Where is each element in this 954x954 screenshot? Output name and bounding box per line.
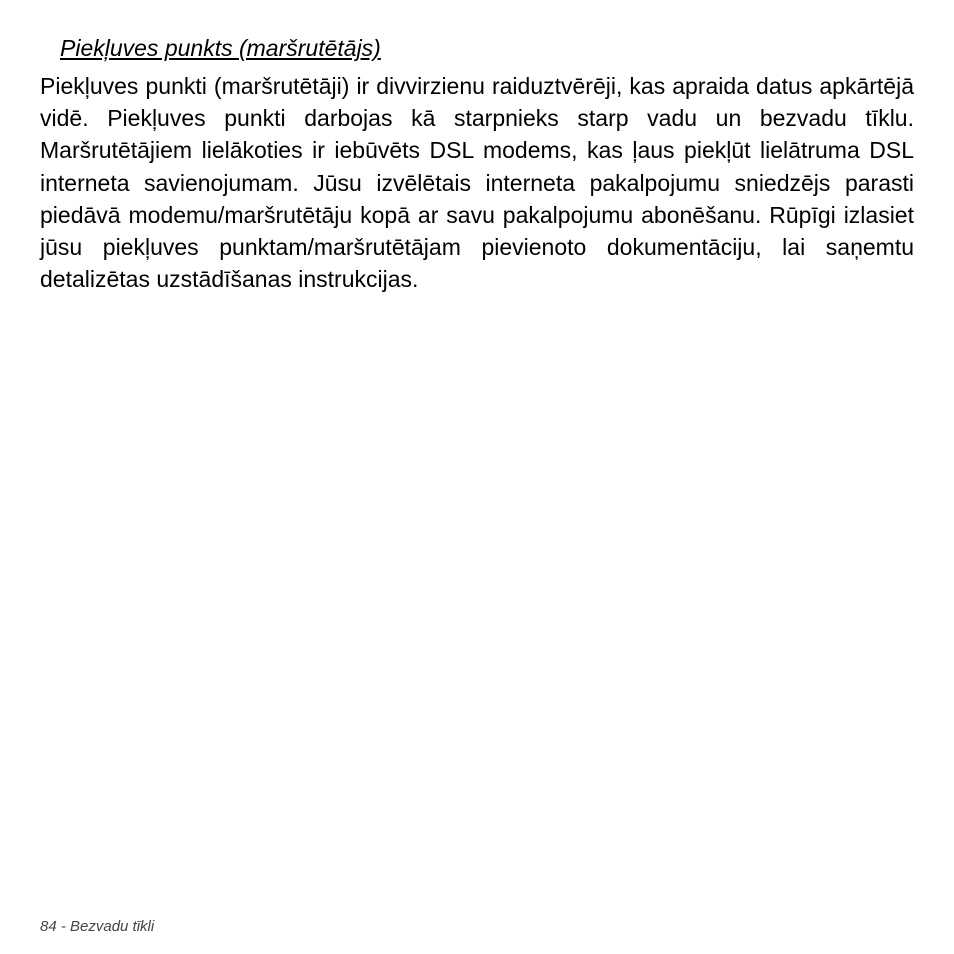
page-footer: 84 - Bezvadu tīkli (40, 918, 155, 935)
section-heading: Piekļuves punkts (maršrutētājs) (60, 35, 381, 61)
body-paragraph: Piekļuves punkti (maršrutētāji) ir divvirzienu raiduztvērēji, kas apraida datus apkārtējā vidē. Piekļuves punkti darbojas kā starpnieks starp vadu un bezvadu tīklu. Maršrutētājiem lielākoties ir iebūvēts DSL modems, kas ļaus piekļūt lielātruma DSL interneta savienojumam. Jūsu izvēlētais interneta pakalpojumu sniedzējs parasti piedāvā modemu/maršrutētāju kopā ar savu pakalpojumu abonēšanu. Rūpīgi izlasiet jūsu piekļuves punktam/maršrutētājam pievienoto dokumentāciju, lai saņemtu detalizētas uzstādīšanas instrukcijas. (40, 73, 914, 293)
